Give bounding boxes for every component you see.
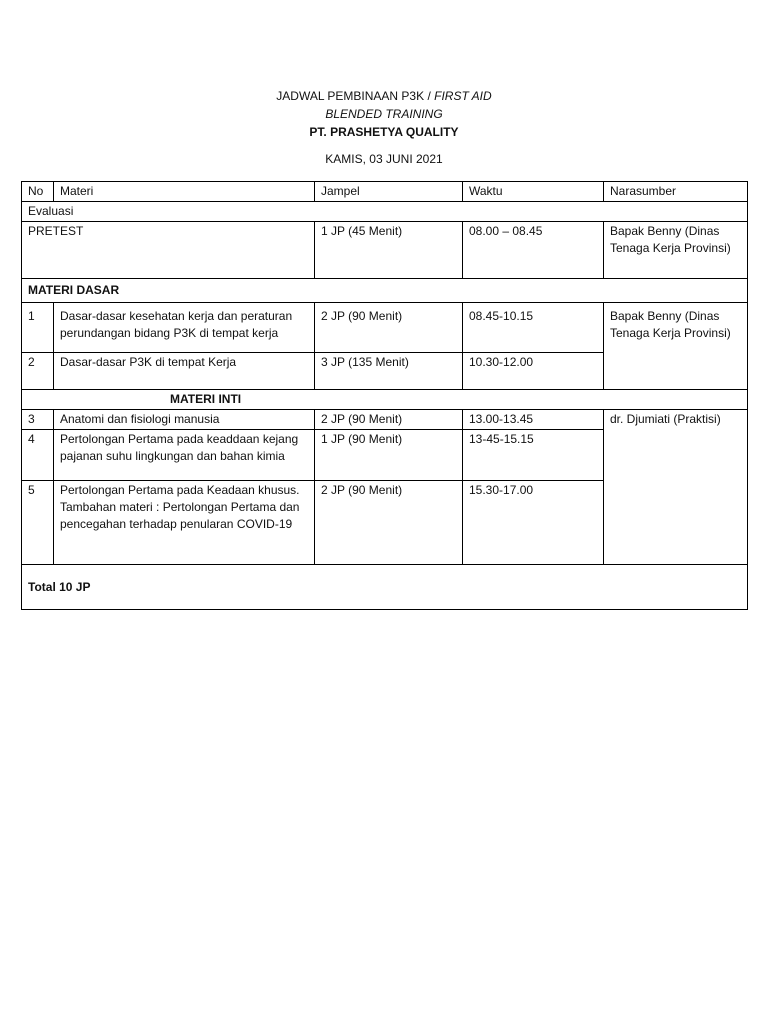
pretest-materi: PRETEST	[22, 222, 315, 279]
row-waktu: 10.30-12.00	[463, 353, 604, 390]
column-header-materi: Materi	[54, 182, 315, 202]
evaluasi-row	[22, 202, 748, 222]
section-materi-inti: MATERI INTI	[22, 390, 748, 410]
evaluasi-label: Evaluasi	[22, 202, 748, 222]
row-jampel: 1 JP (90 Menit)	[315, 430, 463, 481]
column-header-no: No	[22, 182, 54, 202]
row-waktu: 13.00-13.45	[463, 410, 604, 430]
row-materi: Dasar-dasar P3K di tempat Kerja	[54, 353, 315, 390]
row-jampel: 2 JP (90 Menit)	[315, 481, 463, 565]
row-narasumber: dr. Djumiati (Praktisi)	[604, 410, 748, 565]
row-waktu: 13-45-15.15	[463, 430, 604, 481]
row-no: 1	[22, 303, 54, 353]
schedule-table	[21, 181, 748, 610]
table-row	[22, 410, 748, 430]
section-materi-dasar-row	[22, 279, 748, 303]
row-materi	[54, 481, 315, 565]
document-subtitle: BLENDED TRAINING	[325, 107, 443, 121]
row-materi-line: Tambahan materi : Pertolongan Pertama dan pencegahan terhadap penularan COVID-19	[60, 500, 300, 531]
row-materi: Anatomi dan fisiologi manusia	[54, 410, 315, 430]
pretest-jampel: 1 JP (45 Menit)	[315, 222, 463, 279]
section-materi-inti-row	[22, 390, 748, 410]
row-no: 4	[22, 430, 54, 481]
pretest-row	[22, 222, 748, 279]
row-narasumber: Bapak Benny (Dinas Tenaga Kerja Provinsi)	[604, 303, 748, 390]
row-materi-line: Pertolongan Pertama pada Keadaan khusus.	[60, 483, 300, 497]
row-waktu: 15.30-17.00	[463, 481, 604, 565]
column-header-narasumber: Narasumber	[604, 182, 748, 202]
total-row	[22, 565, 748, 610]
title-text: JADWAL PEMBINAAN P3K /	[276, 89, 435, 103]
section-materi-dasar: MATERI DASAR	[22, 279, 748, 303]
pretest-narasumber: Bapak Benny (Dinas Tenaga Kerja Provinsi)	[604, 222, 748, 279]
total-label: Total 10 JP	[22, 565, 748, 610]
row-jampel: 2 JP (90 Menit)	[315, 410, 463, 430]
row-waktu: 08.45-10.15	[463, 303, 604, 353]
company-name: PT. PRASHETYA QUALITY	[309, 125, 459, 139]
column-header-waktu: Waktu	[463, 182, 604, 202]
row-materi: Dasar-dasar kesehatan kerja dan peraturan perundangan bidang P3K di tempat kerja	[54, 303, 315, 353]
title-italic-text: FIRST AID	[434, 89, 492, 103]
schedule-date: KAMIS, 03 JUNI 2021	[325, 152, 443, 166]
row-no: 3	[22, 410, 54, 430]
column-header-jampel: Jampel	[315, 182, 463, 202]
pretest-waktu: 08.00 – 08.45	[463, 222, 604, 279]
row-no: 2	[22, 353, 54, 390]
row-jampel: 3 JP (135 Menit)	[315, 353, 463, 390]
table-header-row	[22, 182, 748, 202]
row-jampel: 2 JP (90 Menit)	[315, 303, 463, 353]
row-no: 5	[22, 481, 54, 565]
row-materi: Pertolongan Pertama pada keaddaan kejang pajanan suhu lingkungan dan bahan kimia	[54, 430, 315, 481]
table-row	[22, 303, 748, 353]
document-title	[0, 87, 768, 105]
